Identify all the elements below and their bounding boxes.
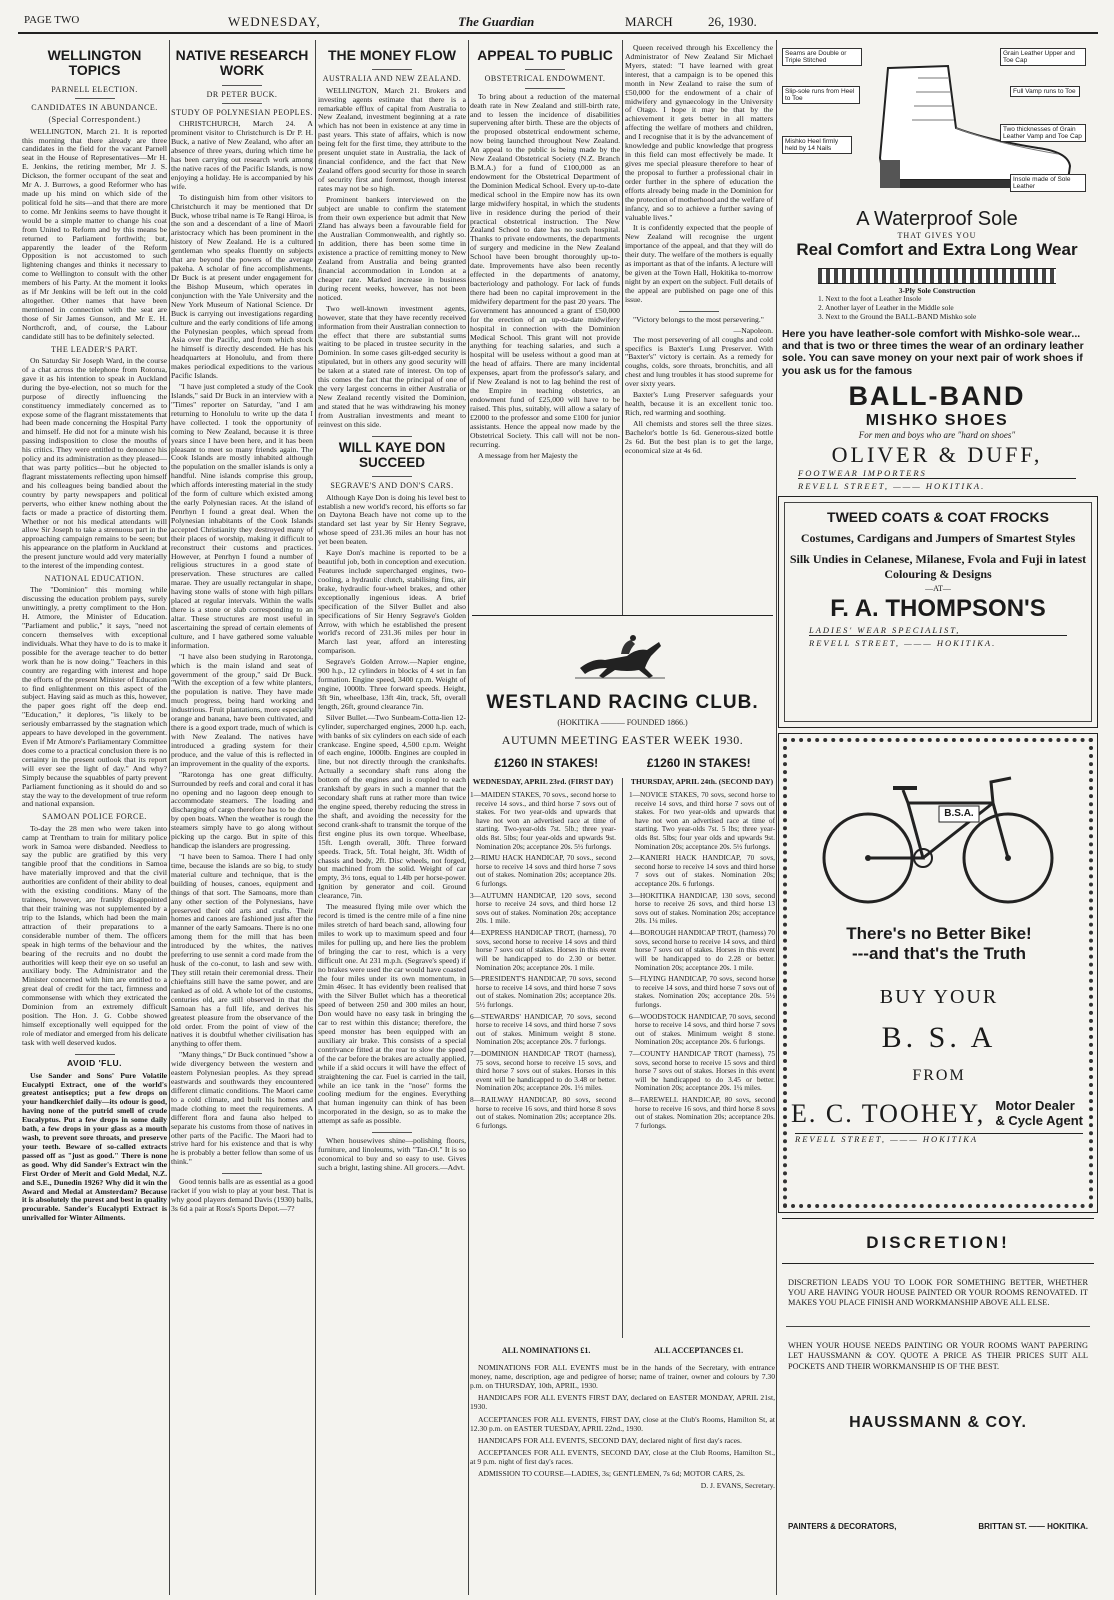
- stakes-label: £1260 IN STAKES!: [494, 756, 599, 770]
- ply-title: 3-Ply Sole Construction: [898, 286, 976, 295]
- comfort-headline: Real Comfort and Extra Long Wear: [796, 240, 1078, 259]
- divider: [372, 436, 412, 437]
- dealer-address: REVELL STREET, ——— HOKITIKA.: [798, 481, 986, 492]
- racing-subtitle: (HOKITIKA ——— FOUNDED 1866.): [557, 718, 688, 727]
- article-paragraph: "I have just completed a study of the Cook Islands," said Dr Buck in an interview with a "Times" reporter on Saturday, "and I am returning to Honolulu to write up the data I have collected. I took the opportunity of coming to New Zealand, because it is three years since I have been here, and it has been pleasant to meet so many friends again. The Cook Islands are mostly inhabited although the population on the smaller islands is only a handful. Nine islands comprise this group, which affords interesting material in the study of the form of culture which existed among the early Polynesian races. At the island of Penrhyn I found a great deal. When the Polynesian inhabitants of the Cook Islands accepted Christianity they destroyed many of their places of worship, making it difficult to reconstruct their customs and practices. However, at Penrhyn I found a number of religious structures in a good state of preservation. These structures are called marae. They are usually rectangular in shape, having stone walls of stone with high pillars placed at regular intervals. Within the walls there is a stone or slab corresponding to an altar. These structures are most useful in ascertaining the spread of certain elements of culture, and I have gathered some valuable information.: [171, 382, 313, 650]
- waterproof-headline: A Waterproof Sole: [856, 208, 1018, 230]
- section-heading: NATIONAL EDUCATION.: [44, 574, 145, 584]
- article-paragraph: "I have been to Samoa. There I had only time, because the islands are so big, to study material culture and technique, that is the building of houses, canoes, equipment and things of that sort. The Samoans, more than any other section of the Polynesians, have preserved their old arts and crafts. Their homes and canoes are fashioned just after the manner of the early Samoans. There is no one among them for the mill that has been introduced by the whites, the natives preferring to use sennit a cord made from the husk of the co-conut, to lash and sew with. They still retain their ceremonial dress. Their chieftains still have the same power, and are ranked as of old. A whole lot of the customs, centuries old, are still observed in that the Samoan has a full life, and derives his greatest pleasure from the observance of the old order. From the point of view of the natives it is doubtful whether civilisation has anything to offer them.: [171, 851, 313, 1049]
- article-paragraph: Prominent bankers interviewed on the subject are unable to confirm the statement from their own experience but admit that New Zland has always been a favourable field for the Australian Commonwealth, and rightly so. In addition, there has been some time in existence a practice of remitting money to New Zealand from Australia and being granted financial accommodation in London at a cheaper rate. Marked increase in business during recent weeks, however, has not been noticed.: [318, 194, 466, 302]
- advert-text: Good tennis balls are as essential as a good racket if you wish to play at your best. That is why good players demand Davis (1930) balls, 3s 6d a pair at Ross's Sports Depot.—7?: [171, 1177, 313, 1214]
- article-paragraph: WELLINGTON, March 21. It is reported this morning that there already are three candidates in the field for the vacant Parnell seat in the House of Representatives—Mr H. E. Jenkins, the retiring member, Mr J. S. Dickson, the former occupant of the seat and Mr A. J. Burrows, a good Reformer who has made up his mind on which side of the political fold he sits—and that there are more to come. Mr Jenkins seems to have thought it would be a simple matter to change his coat from United to Reform and by this means be returned to Parliament forthwith; but, apparently the leader of the Reform Opposition is not accustomed to such lightening changes and thinks it necessary to come to Wellington to consult with the other members of his Party. At the moment it looks as if Mr Jenkins will be left out in the cold altogether. Other names that have been mentioned in connection with the seat are those of Sir James Gunson, and Mr E. H. Northcroft, and, of course, the Labour candidate still has to be definitely selected.: [22, 126, 167, 341]
- bsa-trade: Motor Dealer: [995, 1098, 1075, 1114]
- haussmann-advert: [778, 1218, 1098, 1595]
- column-rule: [776, 40, 777, 1595]
- racing-note: ACCEPTANCES FOR ALL EVENTS, SECOND DAY, close at the Club Rooms, Hamilton St., at 9 p.m. night of first day's races.: [470, 1447, 775, 1466]
- advert-text: Use Sander and Sons' Pure Volatile Eucalypti Extract, one of the world's greatest antiseptics; put a few drops on your handkerchief daily—its odour is good, having none of the putrid smell of crude Eucalyptus. Put a few drops in some daily bath, a few drops in your glass as a mouth wash, to prevent sore throats, and preserve your teeth. Beware of so-called extracts passed off as "just as good." There is none as good. Why did Sander's Extract win the First Order of Merit and Gold Medal, N.Z. and S.E., Dunedin 1926? Why did it win the Award and Medal at Amsterdam? Because it is absolutely the purest and best in quality procurable. Sander's Eucalypti Extract is unrivalled for Winter Ailments.: [22, 1070, 167, 1223]
- article-paragraph: WELLINGTON, March 21. Brokers and investing agents estimate that there is a remarkable efflux of capital from Australia to New Zealand, investment beginning at a rate which has not been in existence at any time in past years. This state of affairs, which is now being felt for the first time, they attribute to the present unquiet state in Australia, the lack of financial confidence, and the fact that New Zealand offers good security for those in search of security first and foremost, though interest rates may not be so high.: [318, 85, 466, 193]
- race-entry: 7—DOMINION HANDICAP TROT (harness), 75 sovs, second horse to receive 15 sovs, and third horse 7 sovs out of stakes. Horses in this event will be handicapped to do 3.48 or better. Nomination 20s; acceptance 20s. 1½ miles.: [470, 1049, 616, 1093]
- quote-text: "Victory belongs to the most persevering.": [633, 314, 764, 324]
- article-paragraph: The "Dominion" this morning while discussing the education problem pays, surely unwittingly, a pretty compliment to the Hon. H. Atmore, the Minister of Education. "Parliament and public," it says, "need not concern themselves with exceptional individuals. What they have to do is to make it possible for the average teacher to do better work than he is now doing." Teachers in this country are regarding with interest and hope the efforts of the present Minister of Education to find enlightenment on this aspect of the subject. Having said as much as this, however, the paper goes right off the deep end. "Education," it deplores, "is likely to be seriously embarrassed by the stagnation which appears to have developed in the government. Even if Mr Atmore's Parliamentary Committee does come to a practical conclusion there is no certainty in the present outlook that its report will ever see the light of day." And why? Simply because the squabbles of party prevent Parliament functioning as it should do and so stay the way to the development of true reform and national expansion.: [22, 585, 167, 809]
- race-entry: 6—STEWARDS' HANDICAP, 70 sovs, second horse to receive 14 sovs, and third horse 7 sovs out of stakes. Minimum weight 8 stone. Nomination 20s; acceptance 20s. 7 furlongs.: [470, 1011, 616, 1047]
- haussmann-headline: DISCRETION!: [866, 1233, 1010, 1252]
- article-paragraph: "Rarotonga has one great difficulty. Surrounded by reefs and coral and coral it has no opening and no lagoon deep enough to accommodate steamers. The loading and discharging of cargo therefore has to be done by open boats. When the weather is rough the steamers simply have to go along without picking up the cargo. But in spite of this handicap the islanders are progressing.: [171, 769, 313, 851]
- brand-name: BALL-BAND: [848, 381, 1026, 412]
- article-paragraph: To distinguish him from other visitors to Christchurch it may be mentioned that Dr Buck, whose tribal name is Te Rangi Hiroa, is the son and a descendant of a line of Maori aristocracy which has been prominent in the history of New Zealand. He is a cultured gentleman who speaks fluently on subjects that are beyond the powers of the average pakeha. A scholar of fine accomplishments, Dr Buck is at present under engagement for the Bishop Museum, which operates in conjunction with the Yale University and the New York Museum of National Science. Dr Buck is carrying out investigations regarding culture and the early conditions of life among the Polynesian peoples, which spread from Asia over the Pacific, and from which stock he himself is directly descended. He has his headquarters at Honolulu, and from there makes periodical expeditions to the various Pacific Islands.: [171, 192, 313, 381]
- shoe-body: Here you have leather-sole comfort with Mishko-sole wear... and that is two or three times the wear of an ordinary leather sole. You can save money on your next pair of work shoes if you ask us for the famous: [782, 327, 1084, 377]
- thompson-line: Silk Undies in Celanese, Milanese, Fvola and Fuji in latest Colouring & Designs: [789, 552, 1087, 581]
- race-entry: 6—WOODSTOCK HANDICAP, 70 sovs, second horse to receive 14 sovs, and third horse 7 sovs out of stakes. Minimum weight 8 stone. Nomination 20s; acceptance 20s. 6 furlongs.: [629, 1011, 775, 1047]
- race-entry: 1—NOVICE STAKES, 70 sovs, second horse to receive 14 sovs, and third horse 7 sovs out of stakes. For two year-olds and upwards that have not won an advertised race at time of starting. Two year-olds 7st. 5 lbs; three year-olds 8st. 5lbs; four year olds and upwards 9st. Nomination 20s; acceptance 20s. 5½ furlongs.: [629, 789, 775, 851]
- thompson-line: TWEED COATS & COAT FROCKS: [827, 509, 1049, 525]
- race-entry: 2—RIMU HACK HANDICAP, 70 sovs., second horse to receive 14 sovs and third horse 7 sovs out of stakes. Nomination 20s; acceptance 20s. 6 furlongs.: [470, 853, 616, 889]
- thompson-line: Costumes, Cardigans and Jumpers of Smartest Styles: [800, 531, 1076, 545]
- bsa-address: REVELL STREET, ——— HOKITIKA: [795, 1133, 1083, 1144]
- divider: [372, 69, 412, 70]
- appeal-column: [470, 44, 620, 614]
- article-paragraph: A message from her Majesty the: [478, 450, 578, 460]
- race-entry: 8—RAILWAY HANDICAP, 80 sovs, second horse to receive 16 sovs, and third horse 8 sovs out of stakes. Nomination 20s; acceptance 20s. 6 furlongs.: [470, 1095, 616, 1130]
- racing-club-advert: [470, 615, 775, 1595]
- native-subhead: DR PETER BUCK.: [206, 89, 278, 99]
- advert-text: When housewives shine—polishing floors, furniture, and linoleums, with "Tan-Ol." It is so economical to buy and so easy to use. Gives such a bright, lasting shine. All grocers.—Advt.: [318, 1136, 466, 1172]
- wellington-topics-column: [22, 44, 167, 1594]
- article-paragraph: On Saturday Sir Joseph Ward, in the course of a chat across the telephone from Rotorua, gave it as his intention to speak in Auckland during the bye-election, not so much for the purpose of directly influencing the constituency immediately concerned as to expose some of the flagrant misstatements that had been made concerning the Hospital Party and himself. He did not for a minute wish his passing indisposition to close the mouths of his critics. They were entitled to denounce his policy and its administration as they pleased—that was party politics—but he objected to flagrant misstatements reflecting upon himself and his colleagues being bandied about the country by party newspapers and political perverts, who either knew nothing about the facts or made a practice of distorting them. Whether or not his medical attendants will allow Sir Joseph to take a strenuous part in the approaching campaign remains to be seen; but his appearance on the platform in Auckland at the present juncture would add very materially to the interest of the impending contest.: [22, 355, 167, 571]
- article-paragraph: To bring about a reduction of the maternal death rate in New Zealand and still-birth rate, and to lessen the incidence of disabilities supervening after birth. These are the objects of the proposed obstetrical endowment scheme, now being launched throughout New Zealand. An appeal to the public is being made by the New Zealand Obstetrical Society (N.Z. Branch B.M.A.) for a fund of £100,000 as an endowment for the Obstetrical Department of the Dominion Medical School. Every up-to-date medical school in the Empire now has its own large midwifery hospital, in which the students live in residence during the period of their practical obstetrical instruction. The New Zealand School to date has no such hospital. Thanks to private endowments, the departments of surgery and medicine in the New Zealand School have been brought thoroughly up-to-date. Improvements have also been recently effected in the departments of anatomy, bacteriology and pathology. For lack of funds there had been no capital improvement in the midwifery department for the past 20 years. The Government has announced a grant of £50,000 for the erection of an up-to-date midwifery hospital in connection with the Dominion Medical School. This grant will not provide anything for teaching salaries, and such a hospital will be useless without a good man at the head of affairs. There are many incidental expenses, apart from the professor's salary, and if New Zealand is not to lag behind the rest of the Empire in teaching obstetrics, an endowment fund of £25,000 will have to be raised. This plus, suitably, will allow a salary of £2000 to the professor and some £100 for junior assistants. Hence the appeal now made by the Obstetrical Society. This call will not be non-recurring.: [470, 91, 620, 449]
- wellington-headline: WELLINGTON TOPICS: [47, 47, 142, 79]
- bsa-bicycle-advert: [778, 733, 1098, 1213]
- divider: [525, 88, 565, 89]
- haussmann-text: DISCRETION LEADS YOU TO LOOK FOR SOMETHING BETTER, WHETHER YOU ARE HAVING YOUR HOUSE PAINTED OR YOUR ROOMS RENOVATED. IT MAKES YOU PLACE FINISH AND WORKMANSHIP ABOVE ALL ELSE.: [788, 1278, 1088, 1308]
- appeal-subhead: OBSTETRICAL ENDOWMENT.: [484, 74, 606, 84]
- second-day-races: [629, 778, 775, 1338]
- divider: [679, 311, 719, 312]
- divider: [222, 85, 262, 86]
- article-paragraph: Kaye Don's machine is reported to be a beautiful job, both in conception and execution. Features include supercharged engines, two-cooling, a hydraulic clutch, stabilising fins, air brake, hydraulic four-wheel brakes, and other exceptionally ingenious ideas. A brief specification of the Silver Bullet and also specifications of Sir Henry Segrave's Golden Arrow, with which he established the present world's record of 231.36 miles per hour in March last year, afford an interesting comparison.: [318, 548, 466, 656]
- ply-item: 2. Another layer of Leather in the Middle sole: [818, 302, 954, 312]
- advert-headline: AVOID 'FLU.: [66, 1057, 123, 1068]
- feature-label: Seams are Double or Triple Stitched: [782, 48, 862, 66]
- racing-meeting: AUTUMN MEETING EASTER WEEK 1930.: [501, 733, 744, 747]
- feature-label: Mishko Heel firmly held by 14 Nails: [782, 136, 852, 154]
- day-heading: WEDNESDAY, APRIL 23rd. (FIRST DAY): [472, 778, 614, 786]
- divider: [222, 103, 262, 104]
- column-rule: [622, 40, 623, 615]
- masthead: [18, 8, 1098, 34]
- advert-text: Baxter's Lung Preserver safeguards your health, because it is an excellent tonic too. Rich, red warming and soothing.: [625, 390, 773, 417]
- sole-cross-section: [818, 268, 1056, 284]
- article-paragraph: "Many things," Dr Buck continued "show a wide divergency between the western and eastern Polynesian peoples. As they spread eastwards and southwards they encountered different climatic conditions. The Maori came to a cold climate, and built his homes and made clothing to meet the requirements. A different flora and fauna also helped to separate his customs from those of natives in other parts of the Pacific. The Maori had to strive hard for his existence and that is why he is probably a better fellow than some of us think.": [171, 1050, 313, 1167]
- racehorse-illustration: [575, 628, 665, 680]
- advert-text: All chemists and stores sell the three sizes. Bachelor's bottle 1s 6d. Generous-sized bottle 2s 6d. But the best plan is to get the large, economical size at 4s 6d.: [625, 418, 773, 455]
- divider: [75, 1054, 115, 1055]
- dealer-name: OLIVER & DUFF,: [831, 442, 1043, 468]
- divider: [222, 1173, 262, 1174]
- masthead-day: WEDNESDAY,: [228, 14, 321, 29]
- thompson-specialty: LADIES' WEAR SPECIALIST,: [809, 625, 1067, 636]
- feature-label: Two thicknesses of Grain Leather Vamp and Toe Cap: [1000, 124, 1086, 142]
- article-paragraph: The measured flying mile over which the record is timed is the centre mile of a fine nine miles stretch of hard beach sand, allowing four miles to work up to maximum speed and four miles for pulling up, and here lies the problem of bringing the car to rest, which is a very difficult one. At 231 m.p.h. (Segrave's speed) if no brakes were used the car would have coasted the four miles under its own momentum, in 2min 46sec. It has evidently been realised that with the Silver Bullet which has a theoretical speed of between 250 and 300 miles an hour, Don would have no easy task in bringing the car to rest within this distance; therefore, the speed monster has been equipped with an auxiliary air brake. This consists of a special contrivance fitted at the rear to slow the speed of the car before the brakes are actually applied, while if a skid occurs it will have the effect of straightening the car. Fuel is carried in the tail, while an ice tank in the "nose" forms the cooling medium for the engines. Everything that human ingenuity can think of has been incorporated in the design, so as to make the attempt as safe as possible.: [318, 902, 466, 1126]
- article-paragraph: To-day the 28 men who were taken into camp at Trentham to train for military police work in Samoa were disbanded. Needless to say the public are gratified by this very tangible proof that the conditions in Samoa have materially improved and that the civil authorities are confident of their ability to deal with the existing conditions. Many of the trainees, however, are frankly disappointed that their training was not supplemented by a trip to the Islands, which had been the main attraction of their preparations to a considerable number of them. The officers speak in high terms of the behaviour and the bearing of the recruits and no doubt the authorities will keep their eye on so useful an auxiliary body. The Administrator and the Minister concerned with him are entitled to a great deal of credit for the tact, firmness and commonsense with which they extricated the Dominion from an extremely difficult position. The Hon. J. G. Cobbe showed himself exceptionally well equipped for the role of mediator and emerged from his delicate task with well deserved kudos.: [22, 823, 167, 1047]
- section-heading: SAMOAN POLICE FORCE.: [42, 812, 147, 822]
- column-rule: [169, 40, 170, 1595]
- article-paragraph: Segrave's Golden Arrow.—Napier engine, 900 h.p., 12 cylinders in blocks of 4 set in fan formation. Engine speed, 3400 r.p.m. Weight of engine, 1000lb. Three forward speeds. Height, 3ft 9in, wheelbase, 13ft 4in, track, 5ft, overall length, 26ft, ground clearance 7in.: [318, 657, 466, 711]
- article-paragraph: Although Kaye Don is doing his level best to establish a new world's record, his efforts so far on Daytona Beach have not come up to the standard set last year by Sir Henry Segrave, whose speed of 231.36 miles an hour has not yet been beaten.: [318, 492, 466, 547]
- article-paragraph: "I have also been studying in Rarotonga, which is the main island and seat of government of the group," said Dr Buck. "With the exception of a few white planters, the population is native. They have made much progress, being hard working and industrious. Fruit plantations, more especially orange and banana, have been cultivated, and there is a good export trade, much of which is with New Zealand. The natives have introduced a grading system for their produce, and the value of this is reflected in an improvement in the quality of the exports.: [171, 651, 313, 768]
- stakes-label: £1260 IN STAKES!: [646, 756, 751, 770]
- feature-label: Grain Leather Upper and Toe Cap: [1000, 48, 1086, 66]
- queen-message-column: [625, 44, 773, 614]
- byline: (Special Correspondent.): [48, 115, 141, 125]
- racing-note: HANDICAPS FOR ALL EVENTS FIRST DAY, declared on EASTER MONDAY, APRIL 21st, 1930.: [470, 1393, 775, 1412]
- racing-note: ACCEPTANCES FOR ALL EVENTS, FIRST DAY, close at the Club's Rooms, Hamilton St, at 12.30 p.m. on EASTER TUESDAY, APRIL 22nd., 1930.: [470, 1414, 775, 1433]
- race-entry: 5—FLYING HANDICAP, 70 sovs, second horse to receive 14 sovs, and third horse 7 sovs out of stakes. Nomination 20s; acceptance 20s. 5½ furlongs.: [629, 974, 775, 1009]
- haussmann-name: HAUSSMANN & COY.: [849, 1413, 1027, 1431]
- kaye-don-headline: WILL KAYE DON SUCCEED: [338, 439, 446, 470]
- advert-text: The most persevering of all coughs and cold specifics is Baxter's Lung Preserver. With "Baxter's" victory is certain. As a remedy for coughs, colds, sore throats, bronchitis, and all chest and lung troubles it has stood supreme for over sixty years.: [625, 334, 773, 389]
- bicycle-illustration: [813, 758, 1063, 908]
- article-paragraph: CHRISTCHURCH, March 24. A prominent visitor to Christchurch is Dr P. H. Buck, a native of New Zealand, who after an absence of three years, during which time he has been carrying out research work among the native races of the Pacific Islands, is now enjoying a holiday. He is accompanied by his wife.: [171, 119, 313, 191]
- ply-item: 3. Next to the Ground the BALL-BAND Mishko sole: [818, 311, 977, 321]
- ball-band-shoes-advert: [778, 44, 1096, 492]
- column-rule: [315, 40, 316, 1595]
- dealer-line: FOOTWEAR IMPORTERS: [798, 468, 1076, 479]
- article-paragraph: Silver Bullet.—Two Sunbeam-Cotta-lien 12-cylinder, supercharged engines, 2000 h.p. each, with banks of six cylinders on each side of each crankcase. Engine speed, 4,500 r.p.m. Weight of each engine, 1000lb. Engines are coupled in line, but not directly through the crankshafts. Actually a secondary shaft runs along the bottom of the engines and is coupled to each crankshaft by gears in such a manner that the secondary shaft runs at rather more than twice the engine speed, thereby reducing the stress in the shaft, and avoiding the necessity for the second crank-shaft to transmit the torque of the first engine plus its own torque. Wheelbase, 15ft. Length overall, 30ft. Three forward speeds. Track, 5ft. Total height, 3ft. Width of chassis and body, 2ft. Disc wheels, not forged, but machined from the solid. Weight of car empty, 3½ tons, equal to 1.4lb per horse-power. Ignition by generator and coil. Ground clearance, 7in.: [318, 712, 466, 901]
- column-rule: [468, 40, 469, 1595]
- first-day-races: [470, 778, 616, 1338]
- racing-note: HANDICAPS FOR ALL EVENTS, SECOND DAY, declared night of first day's races.: [478, 1435, 742, 1445]
- native-subhead: STUDY OF POLYNESIAN PEOPLES.: [171, 108, 313, 118]
- race-entry: 3—AUTUMN HANDICAP, 120 sovs, second horse to receive 24 sovs, and third horse 12 sovs out of stakes. Nomination 20s; acceptance 20s. 1 mile.: [470, 890, 616, 926]
- divider: [525, 69, 565, 70]
- thompson-at: —AT—: [925, 584, 951, 593]
- wellington-subhead: PARNELL ELECTION.: [51, 84, 138, 94]
- feature-label: Full Vamp runs to Toe: [1010, 86, 1080, 97]
- racing-notes: [470, 1363, 775, 1490]
- race-entry: 2—KANIERI HACK HANDICAP, 70 sovs, second horse to receive 14 sovs and third horse 7 sovs out of stakes. Nomination 20s; acceptance 20s. 6 furlongs.: [629, 853, 775, 889]
- money-headline: THE MONEY FLOW: [327, 47, 457, 63]
- race-entry: 4—EXPRESS HANDICAP TROT, (harness), 70 sovs, second horse to receive 14 sovs and third horse 7 sovs out of stakes. Horses in this event will be handicapped to do 2.30 or better. Nomination 20s; acceptance 20s. 1 mile.: [470, 928, 616, 972]
- bike-badge: B.S.A.: [944, 808, 974, 819]
- race-entry: 5—PRESIDENT'S HANDICAP, 70 sovs, second horse to receive 14 sovs, and third horse 7 sovs out of stakes. Nomination 20s; acceptance 20s. 5½ furlongs.: [470, 974, 616, 1009]
- masthead-date: 26, 1930.: [708, 14, 757, 29]
- gives-text: THAT GIVES YOU: [897, 231, 977, 240]
- bsa-dealer: E. C. TOOHEY,: [791, 1099, 986, 1128]
- racing-note: NOMINATIONS FOR ALL EVENTS must be in the hands of the Secretary, with entrance money, name, description, age and pedigree of horse; name of trainer, owner and colours by 7.30 p.m. on THURSDAY, 10th, APRIL, 1930.: [470, 1363, 775, 1391]
- wellington-subhead: CANDIDATES IN ABUNDANCE.: [31, 103, 158, 113]
- bsa-trade: & Cycle Agent: [995, 1113, 1083, 1128]
- native-headline: NATIVE RESEARCH WORK: [175, 47, 309, 79]
- racing-title: WESTLAND RACING CLUB.: [486, 692, 759, 713]
- brand-tagline: For men and boys who are "hard on shoes": [858, 430, 1016, 441]
- ply-item: 1. Next to the foot a Leather Insole: [818, 294, 922, 303]
- money-flow-column: [318, 44, 466, 1594]
- racing-secretary: D. J. EVANS, Secretary.: [700, 1481, 775, 1491]
- nominations-fee: ALL NOMINATIONS £1.: [501, 1346, 591, 1355]
- haussmann-trade: PAINTERS & DECORATORS,: [788, 1521, 897, 1531]
- racing-note: ADMISSION TO COURSE—LADIES, 3s; GENTLEMEN, 7s 6d; MOTOR CARS, 2s.: [478, 1469, 745, 1479]
- page-number: PAGE TWO: [24, 14, 80, 26]
- bsa-brand: B. S. A: [881, 1021, 997, 1054]
- haussmann-address: BRITTAN ST. —— HOKITIKA.: [978, 1521, 1088, 1531]
- feature-label: Insole made of Sole Leather: [1010, 174, 1086, 192]
- article-paragraph: It is confidently expected that the people of New Zealand will recognise the urgent importance of the appeal, and that they will do their duty. The welfare of the mothers is equally as important as that of the infants. A lecture will be given at the Town Hall, Hokitika to-morrow night by an expert on the subject. Full details of the appeal are published on page one of this issue.: [625, 223, 773, 304]
- masthead-title: The Guardian: [458, 14, 535, 29]
- day-heading: THURSDAY, APRIL 24th. (SECOND DAY): [630, 778, 774, 786]
- bsa-slogan: There's no Better Bike!: [846, 924, 1032, 943]
- feature-label: Slip-sole runs from Heel to Toe: [782, 86, 860, 104]
- race-entry: 1—MAIDEN STAKES, 70 sovs., second horse to receive 14 sovs., and third horse 7 sovs out of stakes. For two year-olds and upwards that have not won an advertised race at time of starting. Two-year-olds 7st. 5lb.; three year-olds 8st. 5lbs; four year-olds and upwards 9st. Nomination 20s; acceptance 20s. 5½ furlongs.: [470, 789, 616, 851]
- appeal-headline: APPEAL TO PUBLIC: [477, 47, 613, 63]
- divider: [75, 98, 115, 99]
- acceptances-fee: ALL ACCEPTANCES £1.: [654, 1346, 744, 1355]
- race-entry: 8—FAREWELL HANDICAP, 80 sovs, second horse to receive 16 sovs, and third horse 8 sovs out of stakes. Nomination 20s; acceptance 20s. 7 furlongs.: [629, 1095, 775, 1130]
- brand-product: MISHKO SHOES: [865, 412, 1009, 430]
- bsa-from: FROM: [912, 1067, 966, 1084]
- bsa-buy: BUY YOUR: [879, 986, 999, 1008]
- race-entry: 4—BOROUGH HANDICAP TROT, (harness) 70 sovs, second horse to receive 14 sovs, and third horse 7 sovs out of stakes. Horses in this event will be handicapped to do 2.28 or better. Nomination 20s; acceptance 20s. 1 mile.: [629, 928, 775, 972]
- money-subhead: AUSTRALIA AND NEW ZEALAND.: [322, 74, 462, 84]
- race-entry: 3—HOKITIKA HANDICAP, 130 sovs, second horse to receive 26 sovs, and third horse 13 sovs out of stakes. Nomination 20s; acceptance 20s. 1¼ miles.: [629, 890, 775, 926]
- thompson-advert: [778, 496, 1098, 728]
- quote-author: —Napoleon.: [733, 325, 773, 335]
- kaye-don-subhead: SEGRAVE'S AND DON'S CARS.: [330, 481, 454, 491]
- thompson-name: F. A. THOMPSON'S: [830, 595, 1046, 622]
- native-research-column: [171, 44, 313, 1594]
- masthead-month: MARCH: [625, 14, 673, 29]
- bsa-slogan: ---and that's the Truth: [851, 944, 1027, 963]
- divider: [372, 1132, 412, 1133]
- article-paragraph: Queen received through his Excellency the Administrator of New Zealand Sir Michael Myers, stated: "I have learned with great interest, that a campaign is to be opened this month in New Zealand to raise the sum of £50,000 for the endowment of a chair of midwifery and gynaecology in the University of Otago. I hope it may be that by the achievement it gets better in all matters affecting the welfare of mothers and children, and I recognise that it is by the advancement of knowledge and public knowledge that progress in this field can most effectively be made. It gives me special pleasure therefore to hear of the proposal to further a professional chair in order further in the sphere of education the efforts already being made in the Dominion for the protection of motherhood and the welfare of infancy, and so to achieve a further saving of valuable lives.": [625, 44, 773, 222]
- divider: [372, 476, 412, 477]
- thompson-address: REVELL STREET, ——— HOKITIKA.: [809, 638, 997, 648]
- haussmann-text: WHEN YOUR HOUSE NEEDS PAINTING OR YOUR ROOMS WANT PAPERING LET HAUSSMANN & COY. QUOTE A PRICE AS THEIR PRICES SUIT ALL POCKETS AND THEIR WORKMANSHIP IS OF THE BEST.: [788, 1341, 1088, 1371]
- race-entry: 7—COUNTY HANDICAP TROT (harness), 75 sovs, second horse to receive 15 sovs and third horse 7 sovs out of stakes. Horses in this event will be handicapped to do 3.45 or better. Nomination 20s; acceptance 20s. 1¼ miles.: [629, 1049, 775, 1093]
- article-paragraph: Two well-known investment agents, however, state that they have recently received information from their Australian connection to the effect that there are substantial sums waiting to be placed in trustee security in the Dominion. In some cases gilt-edged security is stipulated, but in others any good security will be taken at a stated rate of interest. On top of this comes the fact that the principal of one of the very largest concerns in either Australia or New Zealand recently visited the Dominion, and stated that he was withdrawing his money from Australian investments and meant to reinvest on this side.: [318, 303, 466, 429]
- section-heading: THE LEADER'S PART.: [51, 344, 138, 354]
